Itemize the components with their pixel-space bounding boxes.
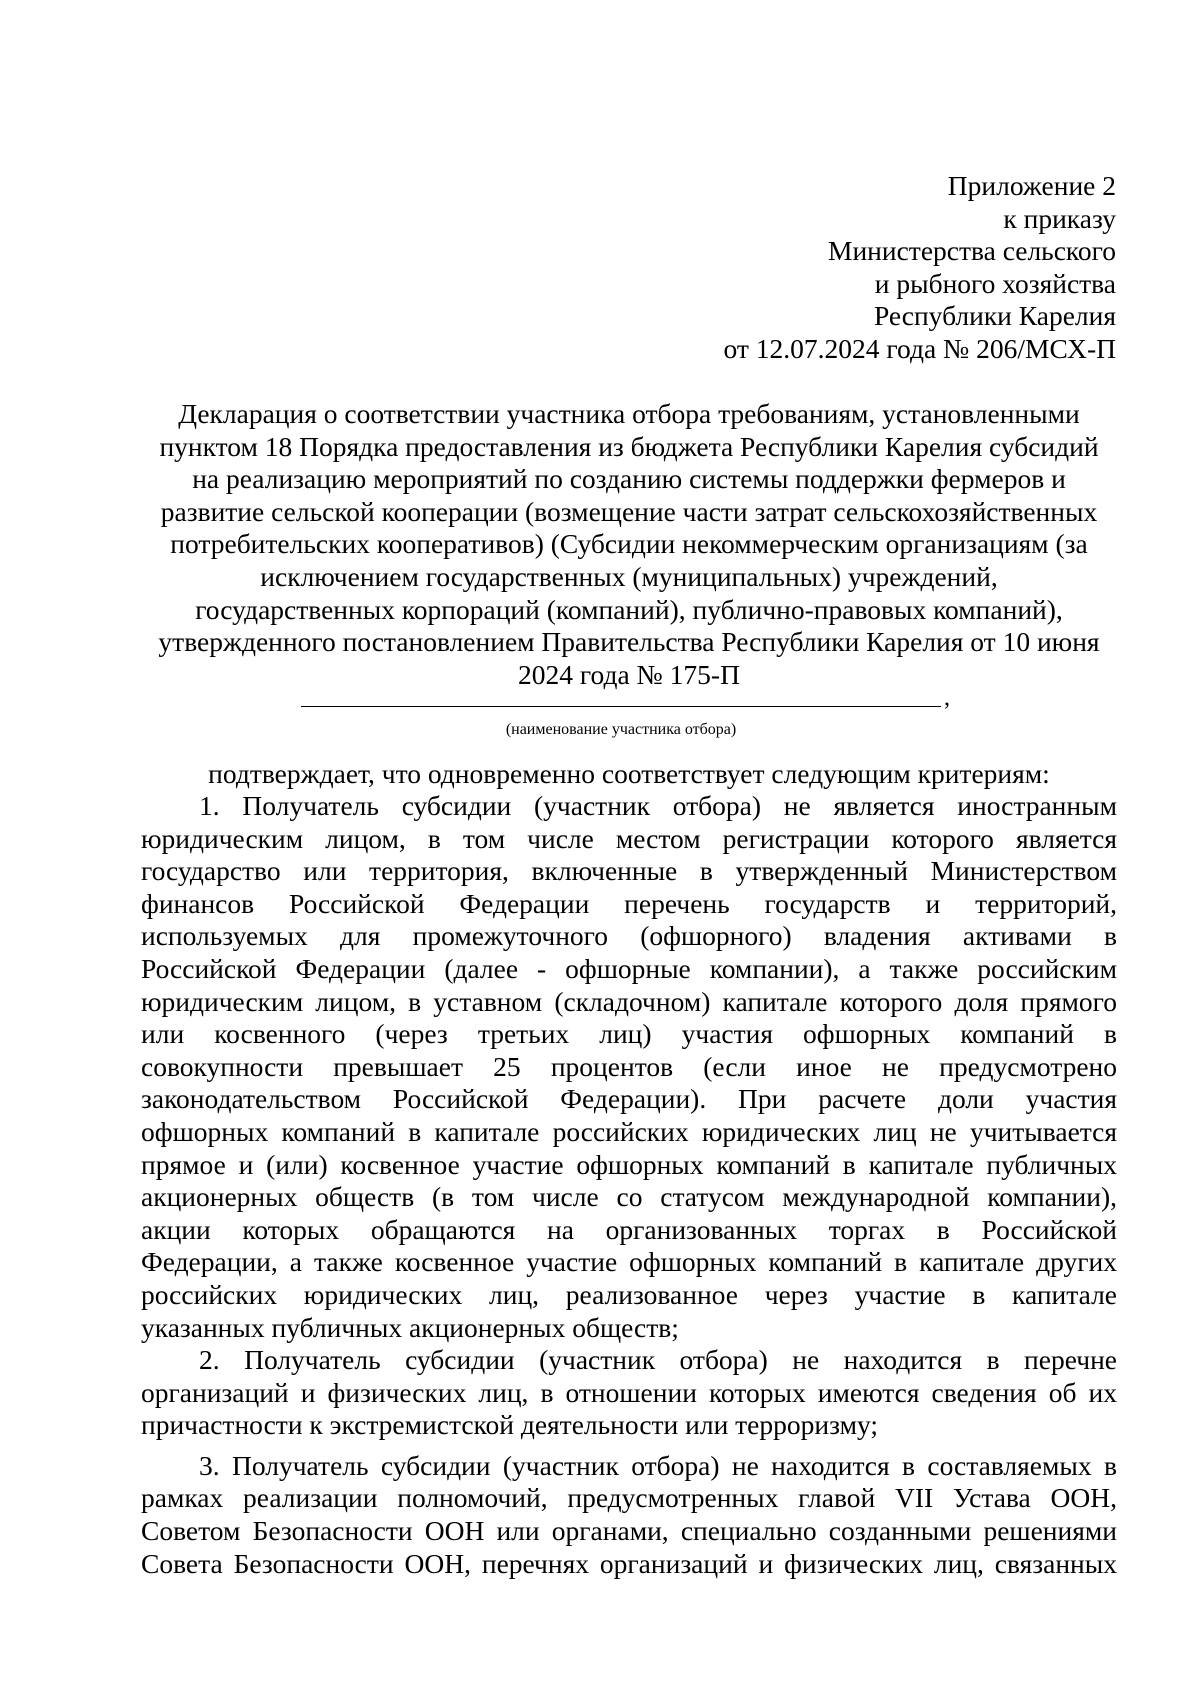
- title-line: государственных корпораций (компаний), публично-правовых компаний),: [195, 593, 1063, 625]
- criterion-line: финансов Российской Федерации перечень государств и территорий,: [141, 887, 1117, 919]
- confirm-statement: подтверждает, что одновременно соответствует следующим критериям:: [208, 758, 1050, 789]
- criterion-line: используемых для промежуточного (офшорного) владения активами в: [141, 920, 1117, 952]
- declaration-title: [141, 398, 1117, 691]
- criterion-line: прямое и (или) косвенное участие офшорных компаний в капитале публичных: [141, 1148, 1117, 1180]
- criterion-line: 2. Получатель субсидии (участник отбора) не находится в перечне: [199, 1344, 1117, 1376]
- criterion-paragraph-2: [141, 1344, 1117, 1442]
- appendix-line: Министерства сельского: [828, 235, 1116, 267]
- criterion-paragraph-3: [141, 1450, 1117, 1580]
- title-line: утвержденного постановлением Правительства Республики Карелия от 10 июня: [158, 626, 1100, 658]
- criterion-line: 1. Получатель субсидии (участник отбора) не является иностранным: [199, 790, 1117, 821]
- criterion-line: государство или территория, включенные в утвержденный Министерством: [141, 855, 1117, 887]
- title-line: Декларация о соответствии участника отбора требованиям, установленными: [178, 398, 1080, 429]
- criterion-line: рамках реализации полномочий, предусмотренных главой VII Устава ООН,: [141, 1482, 1117, 1514]
- criterion-paragraph-1: [141, 790, 1117, 1344]
- criterion-line: российских юридических лиц, реализованное через участие в капитале: [141, 1278, 1117, 1310]
- criterion-line: указанных публичных акционерных обществ;: [141, 1311, 679, 1343]
- criterion-line: или косвенного (через третьих лиц) участия офшорных компаний в: [141, 1018, 1117, 1050]
- participant-name-blank-line: [301, 706, 941, 707]
- title-line: на реализацию мероприятий по созданию системы поддержки фермеров и: [192, 463, 1066, 495]
- participant-name-comma: ,: [944, 685, 950, 711]
- criterion-line: юридическим лицом, в уставном (складочном) капитале которого доля прямого: [141, 985, 1117, 1017]
- criterion-line: 3. Получатель субсидии (участник отбора) не находится в составляемых в: [199, 1449, 1117, 1481]
- criterion-line: законодательством Российской Федерации). При расчете доли участия: [141, 1083, 1117, 1115]
- appendix-line: Приложение 2: [947, 170, 1116, 201]
- title-line: развитие сельской кооперации (возмещение части затрат сельскохозяйственных: [160, 495, 1098, 527]
- criterion-line: Российской Федерации (далее - офшорные компании), а также российским: [141, 952, 1117, 984]
- criterion-line: совокупности превышает 25 процентов (если иное не предусмотрено: [141, 1050, 1117, 1082]
- criterion-line: причастности к экстремистской деятельности или терроризму;: [141, 1409, 879, 1441]
- criterion-line: юридическим лицом, в том числе местом регистрации которого является: [141, 822, 1117, 854]
- criterion-line: Совета Безопасности ООН, перечнях организаций и физических лиц, связанных: [141, 1547, 1117, 1579]
- title-line: пунктом 18 Порядка предоставления из бюджета Республики Карелия субсидий: [159, 430, 1099, 462]
- criterion-line: акции которых обращаются на организованных торгах в Российской: [141, 1213, 1117, 1245]
- title-line: исключением государственных (муниципальных) учреждений,: [260, 560, 998, 592]
- criterion-line: Федерации, а также косвенное участие офшорных компаний в капитале других: [141, 1246, 1117, 1278]
- criterion-line: Советом Безопасности ООН или органами, специально созданными решениями: [141, 1515, 1117, 1547]
- criterion-line: акционерных обществ (в том числе со статусом международной компании),: [141, 1181, 1117, 1213]
- title-line: потребительских кооперативов) (Субсидии некоммерческим организациям (за: [170, 528, 1088, 560]
- criteria-body: [141, 790, 1117, 1580]
- appendix-line: и рыбного хозяйства: [874, 267, 1116, 299]
- title-line: 2024 года № 175-П: [518, 658, 740, 690]
- criterion-line: офшорных компаний в капитале российских юридических лиц не учитывается: [141, 1115, 1117, 1147]
- appendix-header: [416, 170, 1116, 366]
- criterion-line: организаций и физических лиц, в отношении которых имеются сведения об их: [141, 1376, 1117, 1408]
- participant-name-caption: (наименование участника отбора): [505, 721, 737, 738]
- appendix-line: Республики Карелия: [873, 300, 1116, 332]
- appendix-line: к приказу: [1003, 202, 1116, 234]
- appendix-line: от 12.07.2024 года № 206/МСХ-П: [723, 332, 1116, 364]
